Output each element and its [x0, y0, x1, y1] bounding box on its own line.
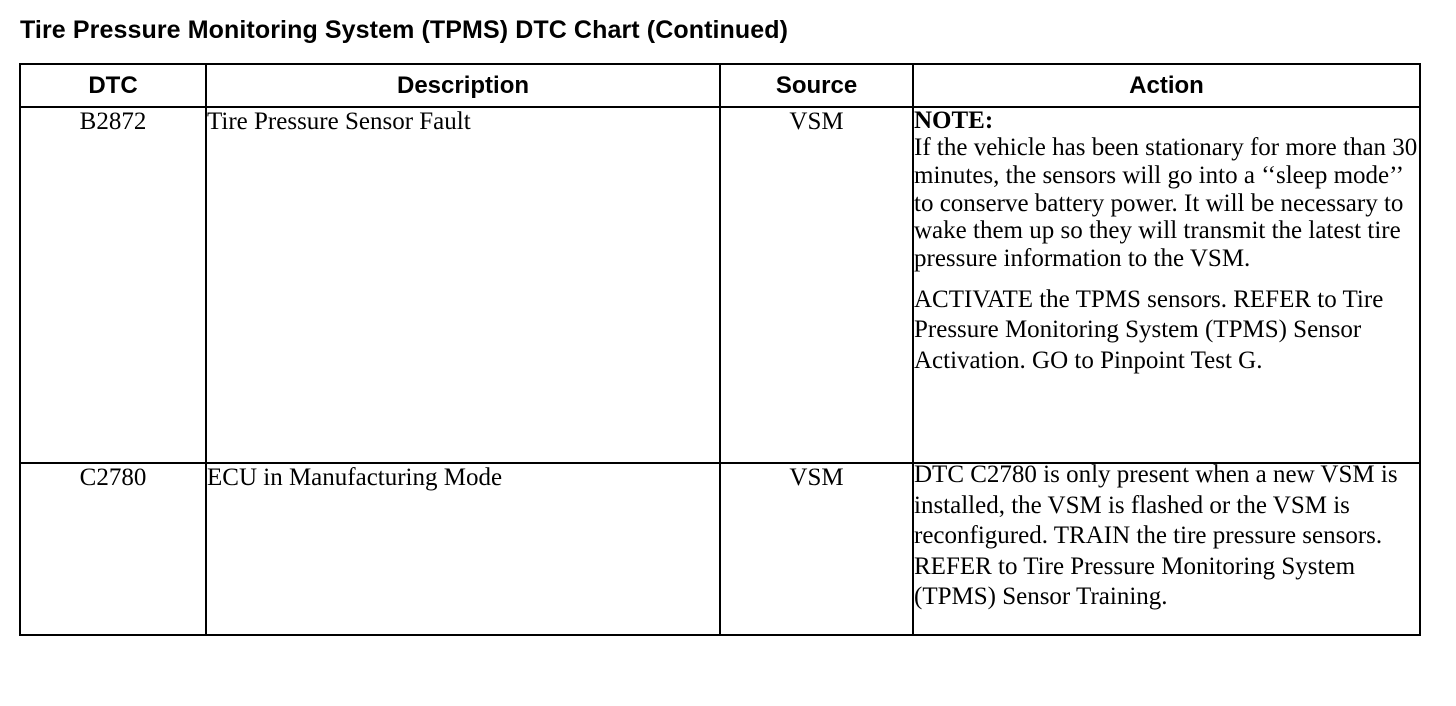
page-title: Tire Pressure Monitoring System (TPMS) DTC Chart (Continued)	[20, 16, 789, 44]
dtc-code: C2780	[20, 463, 206, 635]
dtc-source: VSM	[720, 107, 913, 463]
dtc-description: Tire Pressure Sensor Fault	[206, 107, 720, 463]
note-text: If the vehicle has been stationary for more than 30 minutes, the sensors will go into a ‘‘sleep mode’’ to conserve battery power. It will be necessary to wake them up so they will transmit the latest tire pressure information to the VSM.	[914, 134, 1418, 273]
header-action: Action	[913, 64, 1420, 107]
dtc-table	[19, 63, 1421, 636]
table-row	[20, 107, 1420, 463]
dtc-description: ECU in Manufacturing Mode	[206, 463, 720, 635]
dtc-code: B2872	[20, 107, 206, 463]
header-source: Source	[720, 64, 913, 107]
dtc-action	[913, 463, 1420, 635]
dtc-source: VSM	[720, 463, 913, 635]
header-dtc: DTC	[20, 64, 206, 107]
table-row	[20, 463, 1420, 635]
header-description: Description	[206, 64, 720, 107]
action-text: ACTIVATE the TPMS sensors. REFER to Tire Pressure Monitoring System (TPMS) Sensor Activation. GO to Pinpoint Test G.	[914, 285, 1384, 374]
note-label: NOTE:	[914, 107, 994, 134]
action-text: DTC C2780 is only present when a new VSM is installed, the VSM is flashed or the VSM is reconfigured. TRAIN the tire pressure sensors. REFER to Tire Pressure Monitoring System (TPMS) Sensor Training.	[914, 461, 1398, 610]
dtc-action	[913, 107, 1420, 463]
table-header-row	[20, 64, 1420, 107]
